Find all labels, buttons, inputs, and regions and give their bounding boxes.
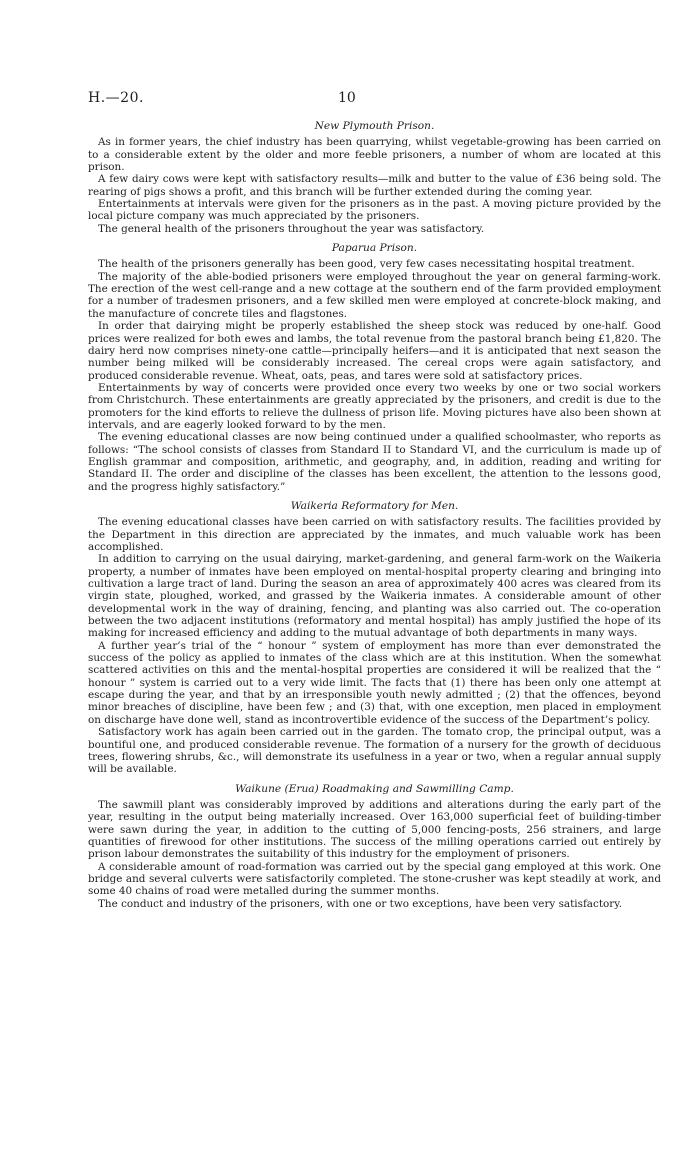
page-number: 10 <box>338 90 356 106</box>
document-code: H.—20. <box>88 90 144 106</box>
paragraph: The evening educational classes have been carried on with satisfactory results. The facilities provided by the Department in this direction are appreciated by the inmates, and much valuable work has been accomplished. <box>88 516 661 553</box>
paragraph: The sawmill plant was considerably improved by additions and alterations during the early part of the year, resulting in the output being materially increased. Over 163,000 superficial feet of building-timber were sawn during the year, in addition to the cutting of 5,000 fencing-posts, 256 strainers, and large quantities of firewood for other institutions. The success of the milling operations carried out entirely by prison labour demonstrates the suitability of this industry for the employment of prisoners. <box>88 798 661 861</box>
paragraph: Entertainments by way of concerts were provided once every two weeks by one or two social workers from Christchurch. These entertainments are greatly appreciated by the prisoners, and credit is due to the promoters for the kind efforts to relieve the dullness of prison life. Moving pictures have also been shown at intervals, and are eagerly looked forward to by the men. <box>88 381 661 431</box>
paragraph: As in former years, the chief industry has been quarrying, whilst vegetable-growing has been carried on to a considerable extent by the older and more feeble prisoners, a number of whom are located at this prison. <box>88 136 661 174</box>
section-heading: Waikune (Erua) Roadmaking and Sawmilling Camp. <box>235 782 514 795</box>
paragraph: The conduct and industry of the prisoners, with one or two exceptions, have been very satisfactory. <box>98 897 623 910</box>
paragraph: The health of the prisoners generally has been good, very few cases necessitating hospital treatment. <box>98 258 635 271</box>
section-new-plymouth-prison <box>88 120 661 235</box>
section-heading: Waikeria Reformatory for Men. <box>290 499 459 512</box>
body-text <box>88 120 661 910</box>
paragraph: The general health of the prisoners throughout the year was satisfactory. <box>98 222 485 235</box>
paragraph: Satisfactory work has again been carried out in the garden. The tomato crop, the principal output, was a bountiful one, and produced considerable revenue. The formation of a nursery for the growth of deciduous trees, flowering shrubs, &c., will demonstrate its usefulness in a year or two, when a regular annual supply will be available. <box>88 726 661 776</box>
paragraph: Entertainments at intervals were given for the prisoners as in the past. A moving picture provided by the local picture company was much appreciated by the prisoners. <box>88 198 661 223</box>
paragraph: A considerable amount of road-formation was carried out by the special gang employed at this work. One bridge and several culverts were satisfactorily completed. The stone-crusher was kept steadily at work, and some 40 chains of road were metalled during the summer months. <box>88 860 661 898</box>
section-heading: New Plymouth Prison. <box>314 120 435 132</box>
paragraph: In order that dairying might be properly established the sheep stock was reduced by one-half. Good prices were realized for both ewes and lambs, the total revenue from the pastoral branch being £1,820. The dairy herd now comprises ninety-one cattle—principally heifers—and it is anticipated that next season the number being milked will be considerably increased. The cereal crops were again satisfactory, and produced considerable revenue. Wheat, oats, peas, and tares were sold at satisfactory prices. <box>88 320 661 382</box>
page-header <box>88 90 612 110</box>
paragraph: A further year’s trial of the “ honour ” system of employment has more than ever demonstrated the success of the policy as applied to inmates of the class which are at this institution. When the somewhat scattered activities on this and the mental-hospital properties are considered it will be realized that the “ honour ” system is carried out to a very wide limit. The facts that (1) there has been only one attempt at escape during the year, and that by an irresponsible youth newly admitted ; (2) that the offences, beyond minor breaches of discipline, have been few ; and (3) that, with one exception, men placed in employment on discharge have done well, stand as incontrovertible evidence of the success of the Department’s policy. <box>88 639 661 726</box>
section-waikeria-reformatory <box>88 500 661 776</box>
paragraph: The evening educational classes are now being continued under a qualified schoolmaster, who reports as follows: “The school consists of classes from Standard II to Standard VI, and the curriculum is made up of English grammar and composition, arithmetic, and geography, and, in addition, reading and writing for Standard II. The order and discipline of the classes has been excellent, the attention to the lessons good, and the progress highly satisfactory.” <box>88 431 661 493</box>
paragraph: The majority of the able-bodied prisoners were employed throughout the year on general farming-work. The erection of the west cell-range and a new cottage at the southern end of the farm provided employment for a number of tradesmen prisoners, and a few skilled men were employed at concrete-block making, and the manufacture of concrete tiles and flagstones. <box>88 270 661 320</box>
section-heading: Paparua Prison. <box>331 242 418 255</box>
section-waikune-camp <box>88 783 661 910</box>
paragraph: In addition to carrying on the usual dairying, market-gardening, and general farm-work on the Waikeria property, a number of inmates have been employed on mental-hospital property clearing and bringing into cultivation a large tract of land. During the season an area of approximately 400 acres was cleared from its virgin state, ploughed, worked, and grassed by the Waikeria inmates. A considerable amount of other developmental work in the way of draining, fencing, and planting was also carried out. The co-operation between the two adjacent institutions (reformatory and mental hospital) has amply justified the hope of its making for increased efficiency and adding to the mutual advantage of both departments in many ways. <box>88 553 661 640</box>
paragraph: A few dairy cows were kept with satisfactory results—milk and butter to the value of £36 being sold. The rearing of pigs shows a profit, and this branch will be further extended during the coming year. <box>88 173 661 198</box>
section-paparua-prison <box>88 242 661 493</box>
